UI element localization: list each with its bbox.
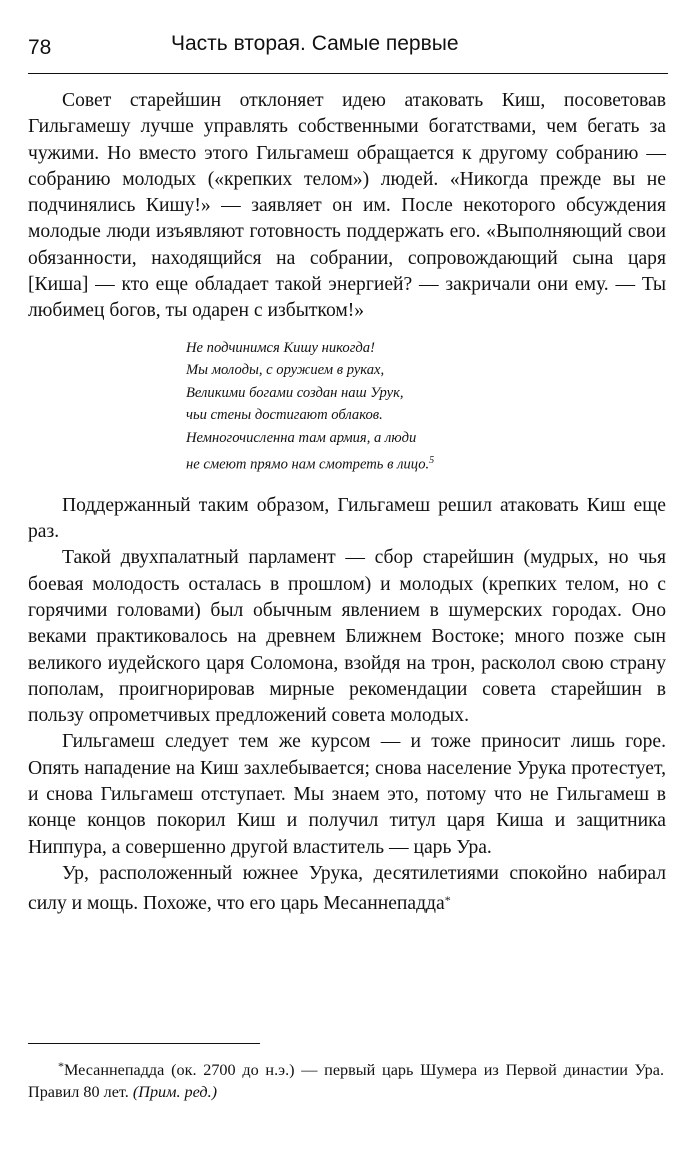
verse-quote — [186, 337, 666, 476]
footnote-rule — [28, 1043, 260, 1044]
footnote-mark: * — [58, 1059, 64, 1073]
page-number: 78 — [28, 36, 52, 59]
header-rule — [28, 73, 668, 74]
verse-line-text: не смеют прямо нам смотреть в лицо. — [186, 456, 430, 473]
paragraph-5 — [28, 861, 666, 917]
main-text — [28, 88, 666, 917]
footnote — [28, 1055, 664, 1104]
verse-line-last — [186, 450, 666, 476]
verse-line: Великими богами создан наш Урук, — [186, 384, 404, 401]
paragraph-4: Гильгамеш следует тем же курсом — и тоже приносит лишь горе. Опять нападение на Киш захлебывается; снова население Урука протестует, и снова Гильгамеш отступает. Мы знаем это, потому что не Гильгамеш в конце концов покорил Киш и получил титул царя Киша и защитника Ниппура, а совершенно другой властитель — царь Ура. — [28, 731, 666, 858]
paragraph-2: Поддержанный таким образом, Гильгамеш решил атаковать Киш еще раз. — [28, 494, 666, 543]
running-title: Часть вторая. Самые первые — [171, 32, 459, 55]
footnote-marker: * — [444, 893, 451, 908]
paragraph-1: Совет старейшин отклоняет идею атаковать Киш, посоветовав Гильгамешу лучше управлять собственными богатствами, чем бегать за чужими. Но вместо этого Гильгамеш обращается к другому собранию — собранию молодых («крепких телом») людей. «Никогда прежде вы не подчинялись Кишу!» — заявляет он им. После некоторого обсуждения молодые люди изъявляют готовность поддержать его. «Выполняющий свои обязанности, находящийся на собрании, сопровождающий сына царя [Киша] — кто еще обладает такой энергией? — закричали они ему. — Ты любимец богов, ты одарен с избытком!» — [28, 90, 666, 322]
editor-note: (Прим. ред.) — [132, 1083, 218, 1102]
page-header — [28, 32, 668, 66]
verse-line: Не подчинимся Кишу никогда! — [186, 339, 375, 356]
footnote-reference: 5 — [429, 454, 435, 466]
verse-line: Мы молоды, с оружием в руках, — [186, 362, 385, 379]
paragraph-5-text: Ур, расположенный южнее Урука, десятилетиями спокойно набирал силу и мощь. Похоже, что его царь Месаннепадда — [28, 862, 666, 914]
footnote-text: Месаннепадда (ок. 2700 до н.э.) — первый царь Шумера из Первой династии Ура. Правил 80 лет. — [28, 1060, 664, 1102]
verse-line: чьи стены достигают облаков. — [186, 407, 383, 424]
verse-line: Немногочисленна там армия, а люди — [186, 430, 417, 447]
paragraph-3: Такой двухпалатный парламент — сбор старейшин (мудрых, но чья боевая молодость осталась в прошлом) и молодых (крепких телом, но с горячими головами) был обычным явлением в шумерских городах. Оно веками практиковалось на древнем Ближнем Востоке; много позже сын великого иудейского царя Соломона, взойдя на трон, расколол свою страну пополам, проигнорировав мирные рекомендации совета старейшин в пользу опрометчивых предложений совета молодых. — [28, 547, 666, 727]
